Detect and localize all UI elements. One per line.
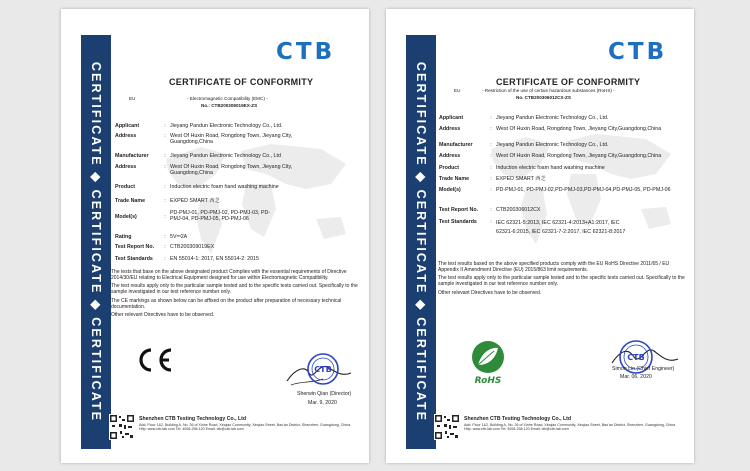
lab-contact-line: Http: www.ctb-lab.com Tel: 4008-258-120 Email: ctb@ctb-lab.com xyxy=(464,427,569,432)
qr-code-icon xyxy=(434,414,460,440)
lab-address-line: Add: Floor 1&2, Building A, No. 26 of Xinhe Road, Xinqiao Community, Xinqiao Street, Bao'an District, Shenzhen, Guangdong, China xyxy=(464,423,676,427)
rohs-leaf-icon xyxy=(466,339,510,385)
field-manufacturer-address: Address : West Of Huxin Road, Rongdong Town, Jieyang City,Guangdong,China xyxy=(439,153,662,159)
signer-name: Sherwin Qian (Director) xyxy=(297,391,352,397)
band-text: CERTIFICATE ◆ CERTIFICATE ◆ CERTIFICATE xyxy=(414,61,428,423)
field-applicant-address: Address : West Of Huxin Road, Rongdong Town, Jieyang City, Guangdong,China xyxy=(115,133,293,146)
certificate-title: CERTIFICATE OF CONFORMITY xyxy=(496,77,641,87)
field-test-report: Test Report No. : CTB200309019EX xyxy=(115,244,215,250)
statement-paragraph: The test results apply only to the particular sample tested and to the specific tests carried out. Specifically to the sample investigated in our test reference number only. xyxy=(438,275,685,288)
field-product: Product : Induction electric foam hand washing machine xyxy=(439,165,605,171)
field-trade-name: Trade Name : EXPED SMART 西芝 xyxy=(115,198,220,204)
field-trade-name: Trade Name : EXPED SMART 西芝 xyxy=(439,176,546,182)
directive-prefix: EU xyxy=(454,88,461,93)
statement-paragraph: The tests that base on the above designated product Complies with the essential requirements of Directive 2014/30/EU relating to Electrical Equipment designed for use within Electromagnetic Compatibility. xyxy=(111,269,347,281)
directive-line: - Restriction of the use of certain hazardous substances (RoHS) - xyxy=(482,88,615,93)
signature-and-stamp xyxy=(283,351,355,393)
lab-address xyxy=(139,423,359,431)
statement-paragraph: The CE markings as shown below can be affixed on the product after preparation of necessary technical documentation. xyxy=(111,297,342,310)
field-manufacturer: Manufacturer : Jieyang Pandun Electronic Technology Co., Ltd. xyxy=(439,142,609,148)
lab-address xyxy=(464,423,684,431)
field-manufacturer-address: Address : West Of Huxin Road, Rongdong Town, Jieyang City, Guangdong,China xyxy=(115,164,293,177)
field-applicant: Applicant : Jieyang Pandun Electronic Technology Co., Ltd. xyxy=(115,123,283,129)
certificate-number: No. CTB200306012CX-ZS xyxy=(516,95,571,100)
statement-paragraph: The test results apply only to the particular sample tested and to the specific tests carried out. Specifically to the sample investigated in our test reference number only. xyxy=(111,283,358,296)
field-product: Product : Induction electric foam hand washing machine xyxy=(115,184,279,190)
signer-name: Simon Lin (Chief Engineer) xyxy=(612,366,675,372)
lab-name: Shenzhen CTB Testing Technology Co., Ltd xyxy=(464,416,572,422)
svg-text:CE: CE xyxy=(134,345,136,346)
statement-paragraph: Other relevant Directives have to be observed. xyxy=(438,289,542,296)
field-applicant: Applicant : Jieyang Pandun Electronic Technology Co., Ltd. xyxy=(439,115,609,121)
signature-and-stamp xyxy=(606,335,682,379)
field-manufacturer: Manufacturer : Jieyang Pandun Electronic Technology Co., Ltd xyxy=(115,153,281,159)
field-test-report: Test Report No. : CTB200306012CX xyxy=(439,207,541,213)
issue-date: Mar. 06, 2020 xyxy=(620,374,652,380)
field-rating: Rating : 5V⎓2A xyxy=(115,234,188,240)
field-models: Model(s) : PD-PMJ-01, PD-PMJ-02, PD-PMJ-03, PD-PMJ-04, PD-PMJ-05, PD-PMJ-06 xyxy=(115,210,271,223)
emc-certificate xyxy=(61,9,369,463)
statement-paragraph: The test results based on the above specified products comply with the EU RoHS Directive 2011/65 / EU Appendix II Amendment Directive (EU) 2015/863 limit requirements. xyxy=(438,261,670,273)
directive-prefix: EU xyxy=(129,96,136,101)
certificate-band xyxy=(406,35,436,449)
directive-line: - Electromagnetic Compatibility (EMC) - xyxy=(187,96,268,101)
ce-mark-icon xyxy=(134,345,174,375)
lab-footer xyxy=(434,414,684,444)
lab-contact-line: Http: www.ctb-lab.com Tel: 4008-258-120 Email: ctb@ctb-lab.com xyxy=(139,427,244,432)
stamp-text: CTB xyxy=(627,353,645,362)
lab-name: Shenzhen CTB Testing Technology Co., Ltd xyxy=(139,416,247,422)
certificate-statement xyxy=(438,262,688,299)
qr-code-icon xyxy=(109,414,135,440)
certificate-number: No.: CTB200309019EX-ZS xyxy=(201,103,258,108)
field-test-standards: Test Standards : EN 55014-1: 2017, EN 55014-2: 2015 xyxy=(115,256,259,262)
ctb-logo: CTB xyxy=(608,39,668,65)
field-test-standards: Test Standards : IEC 62321-5:2013, IEC 62321-4:2013+A1:2017, IEC 62321-6:2015, IEC 62321-7-2:2017, IEC 62321-8:2017 xyxy=(439,219,626,235)
ctb-logo: CTB xyxy=(276,39,336,65)
statement-paragraph: Other relevant Directives have to be observed. xyxy=(111,311,215,318)
field-applicant-address: Address : West Of Huxin Road, Rongdong Town, Jieyang City,Guangdong,China xyxy=(439,126,662,132)
lab-address-line: Add: Floor 1&2, Building A, No. 26 of Xinhe Road, Xinqiao Community, Xinqiao Street, Bao'an District, Shenzhen, Guangdong, China xyxy=(139,423,351,427)
band-text: CERTIFICATE ◆ CERTIFICATE ◆ CERTIFICATE xyxy=(89,61,103,423)
issue-date: Mar. 9, 2020 xyxy=(308,400,337,406)
certificate-fields xyxy=(115,123,353,266)
certificate-title: CERTIFICATE OF CONFORMITY xyxy=(169,77,314,87)
stamp-text: CTB xyxy=(314,365,332,374)
lab-footer xyxy=(109,414,359,444)
certificate-fields xyxy=(439,115,689,249)
rohs-certificate xyxy=(386,9,694,463)
certificate-band xyxy=(81,35,111,449)
field-models: Model(s) : PD-PMJ-01, PD-PMJ-02,PD-PMJ-03,PD-PMJ-04,PD-PMJ-05, PD-PMJ-06 xyxy=(439,187,671,193)
certificate-statement xyxy=(111,270,361,321)
rohs-mark-text: RoHS xyxy=(474,376,502,385)
